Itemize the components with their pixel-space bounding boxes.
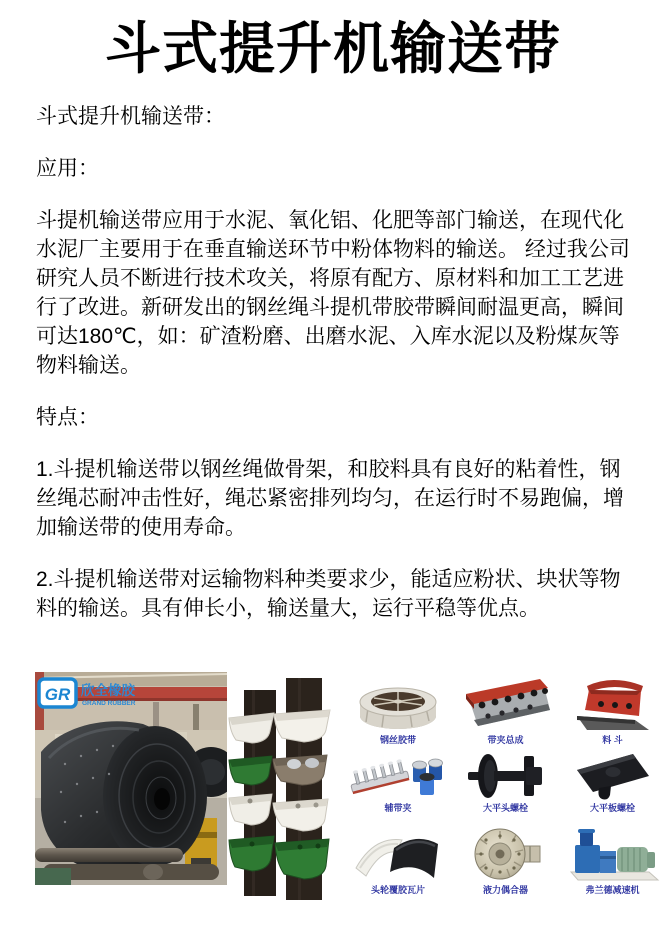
lagging-tiles-image: [352, 830, 444, 882]
flat-plate-bolt-image: [569, 752, 657, 800]
product-caption: 液力偶合器: [482, 885, 528, 895]
application-heading: 应用：: [36, 157, 99, 180]
product-grid: [344, 668, 666, 896]
product-caption: 大平板螺栓: [589, 803, 635, 813]
aux-belt-clamp-image: [349, 752, 447, 800]
product-gallery: [0, 658, 666, 948]
product-aux-belt-clamp: [344, 746, 452, 814]
product-caption: 大平头螺栓: [482, 803, 528, 813]
product-caption: 辅带夹: [384, 803, 412, 813]
product-caption: 料 斗: [602, 735, 623, 745]
product-fluid-coupling: [452, 814, 559, 896]
page-title: 斗式提升机输送带: [105, 17, 561, 80]
belt-clamp-assembly-image: [458, 678, 554, 732]
flender-reducer-image: [565, 828, 661, 882]
article-body: [36, 102, 630, 623]
logo-name-en: GRAND RUBBER: [82, 700, 136, 707]
fluid-coupling-image: [466, 826, 546, 882]
product-caption: 头轮覆胶瓦片: [370, 885, 425, 895]
elevator-buckets-photo: [228, 674, 340, 912]
factory-belt-roll-photo: [35, 672, 227, 885]
hopper-image: [575, 678, 651, 732]
logo-name-cn: 欣全橡胶: [81, 683, 135, 698]
logo-monogram: GR: [44, 685, 71, 704]
intro-label: 斗式提升机输送带：: [36, 105, 225, 128]
feature-paragraph-1: 1.斗提机输送带以钢丝绳做骨架，和胶料具有良好的粘着性，钢丝绳芯耐冲击性好，绳芯紧密排列均匀，在运行时不易跑偏，增加输送带的使用寿命。: [36, 458, 624, 539]
product-flat-head-bolt: [452, 746, 559, 814]
product-lagging-tiles: [344, 814, 452, 896]
application-paragraph: 斗提机输送带应用于水泥、氧化铝、化肥等部门输送，在现代化水泥厂主要用于在垂直输送环节中粉体物料的输送。 经过我公司研究人员不断进行技术攻关，将原有配方、原材料和加工工艺进行了改进。新研发出的钢丝绳斗提机带胶带瞬间耐温更高，瞬间可达180℃，如：矿渣粉磨、出磨水泥、入库水泥以及粉煤灰等物料输送。: [36, 209, 630, 377]
product-caption: 钢丝胶带: [379, 735, 416, 745]
product-flender-reducer: [559, 814, 666, 896]
product-steel-wire-belt: [344, 668, 452, 746]
product-caption: 弗兰德减速机: [585, 885, 640, 895]
product-caption: 带夹总成: [487, 735, 524, 745]
product-hopper: [559, 668, 666, 746]
product-flat-plate-bolt: [559, 746, 666, 814]
flat-head-bolt-image: [460, 752, 552, 800]
product-belt-clamp-assembly: [452, 668, 559, 746]
feature-paragraph-2: 2.斗提机输送带对运输物料种类要求少，能适应粉状、块状等物料的输送。具有伸长小，输送量大，运行平稳等优点。: [36, 568, 621, 620]
steel-wire-belt-image: [354, 682, 442, 732]
features-heading: 特点：: [36, 406, 99, 429]
grand-rubber-logo: [39, 679, 136, 707]
